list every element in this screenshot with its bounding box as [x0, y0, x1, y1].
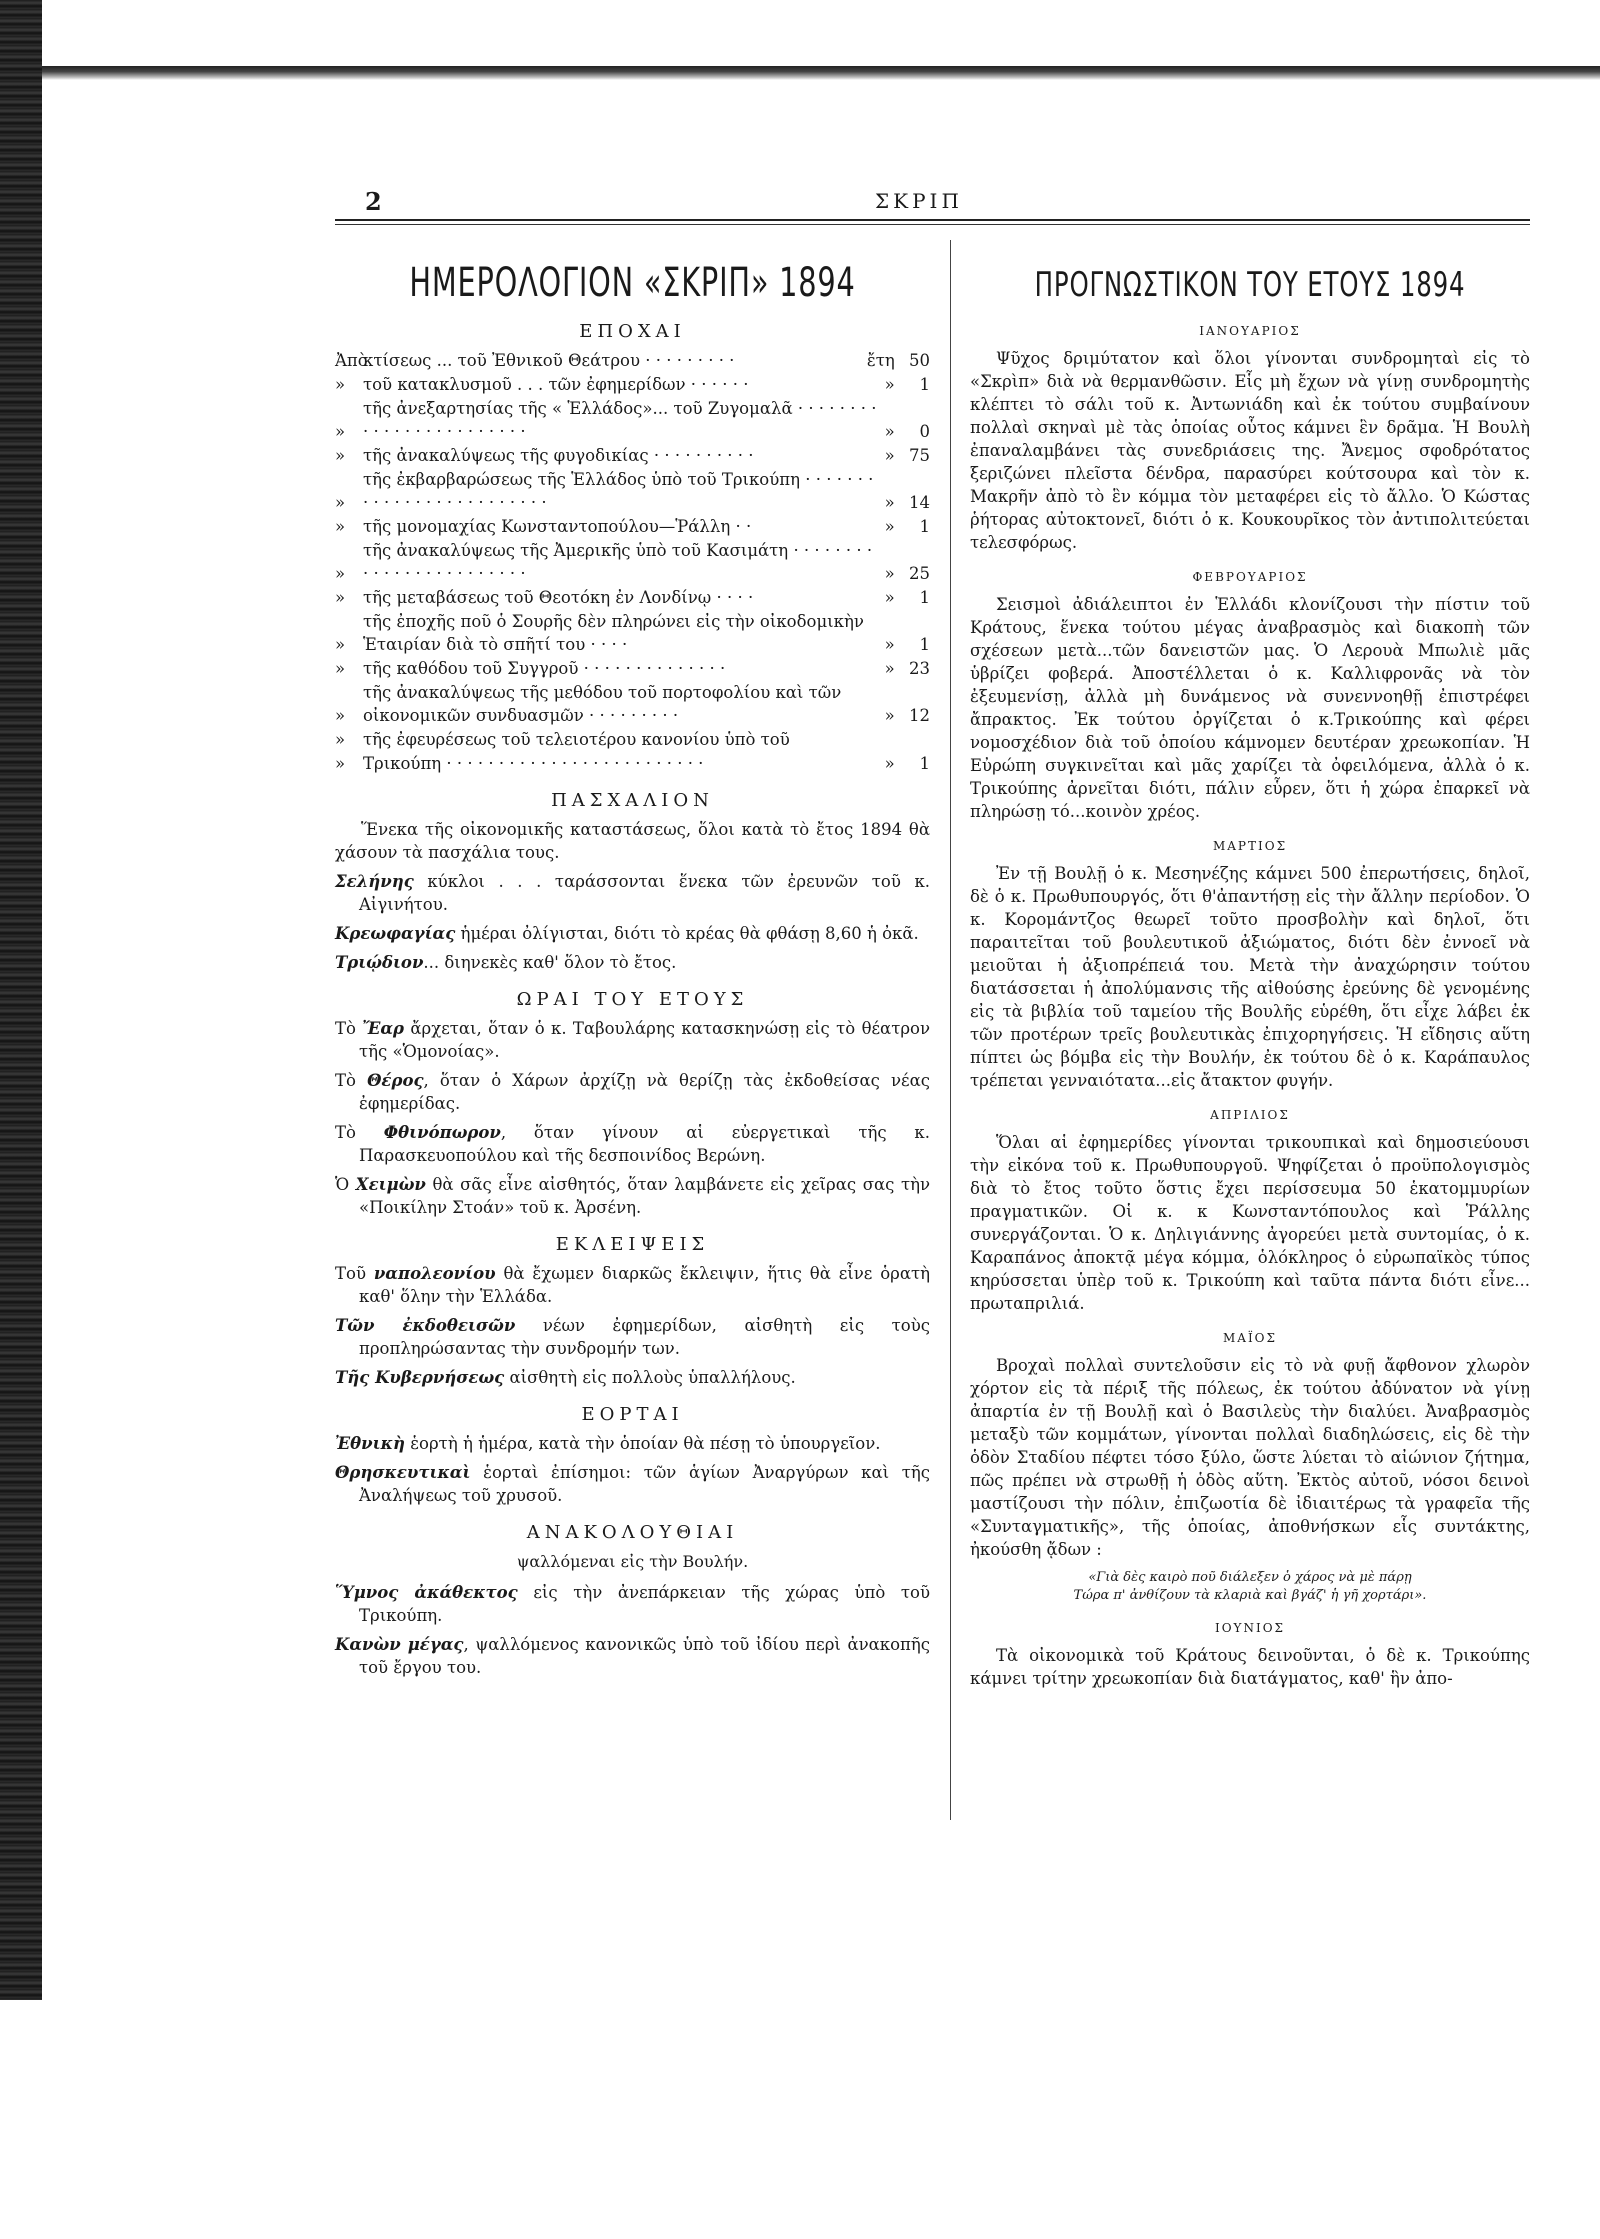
header-rule-thin	[335, 224, 1530, 225]
season-item: Τὸ Φθινόπωρον, ὅταν γίνουν αἱ εὐεργετικαὶ τῆς κ. Παρασκευοπούλου καὶ τῆς δεσποινίδος Βερώνη.	[335, 1123, 930, 1165]
paschalion-intro: Ἕνεκα τῆς οἰκονομικῆς καταστάσεως, ὅλοι κατὰ τὸ ἔτος 1894 θὰ χάσουν τὰ πασχάλια τους.	[335, 820, 930, 862]
feasts-heading: ΕΟΡΤΑΙ	[581, 1404, 684, 1425]
epoch-row: » τῆς ἐποχῆς ποῦ ὁ Σουρῆς δὲν πληρώνει εἰς τὴν οἰκοδομικὴν Ἑταιρίαν διὰ τὸ σπῆτί του · · · · » 1	[335, 612, 930, 654]
scan-edge	[0, 0, 42, 2000]
page-number: 2	[365, 187, 382, 216]
service-item: Ὕμνος ἀκάθεκτος εἰς τὴν ἀνεπάρκειαν τῆς χώρας ὑπὸ τοῦ Τρικούπη.	[335, 1583, 930, 1625]
epoch-row: » τῆς ἐφευρέσεως τοῦ τελειοτέρου κανονίου ὑπὸ τοῦ	[335, 730, 790, 749]
calendar-column	[335, 240, 930, 1685]
forecast-column	[970, 240, 1530, 1696]
epoch-row: Ἀπὸ κτίσεως ... τοῦ Ἐθνικοῦ Θεάτρου · · · · · · · · · ἔτη 50	[335, 351, 930, 370]
verse-line: Τώρα π' ἀνθίζουν τὰ κλαριὰ καὶ βγάζ' ἡ γῆ χορτάρι».	[1073, 1588, 1427, 1603]
season-item: Τὸ Θέρος, ὅταν ὁ Χάρων ἀρχίζῃ νὰ θερίζῃ τὰς ἐκδοθείσας νέας ἐφημερίδας.	[335, 1071, 930, 1113]
column-divider	[950, 240, 951, 1820]
page-header	[335, 187, 1535, 217]
month-heading-june: ΙΟΥΝΙΟΣ	[1214, 1621, 1286, 1635]
eclipse-item: Τῆς Κυβερνήσεως αἰσθητὴ εἰς πολλοὺς ὑπαλλήλους.	[335, 1368, 796, 1387]
paschalion-item: Τριῴδιον... διηνεκὲς καθ' ὅλον τὸ ἔτος.	[335, 953, 677, 972]
epoch-row: » τῆς καθόδου τοῦ Συγγροῦ · · · · · · · · · · · · · · » 23	[335, 659, 930, 678]
header-rule	[335, 219, 1530, 221]
paschalion-item: Σελήνης κύκλοι . . . ταράσσονται ἕνεκα τῶν ἐρευνῶν τοῦ κ. Αἰγινήτου.	[335, 872, 930, 914]
month-heading-may: ΜΑΪΟΣ	[1222, 1331, 1277, 1345]
eclipses-heading: ΕΚΛΕΙΨΕΙΣ	[555, 1234, 710, 1255]
season-item: Τὸ Ἔαρ ἄρχεται, ὅταν ὁ κ. Ταβουλάρης κατασκηνώσῃ εἰς τὸ θέατρον τῆς «Ὁμονοίας».	[335, 1019, 930, 1061]
season-item: Ὁ Χειμὼν θὰ σᾶς εἶνε αἰσθητός, ὅταν λαμβάνετε εἰς χεῖρας σας τὴν «Ποικίλην Στοάν» τοῦ κ. Ἀρσένη.	[335, 1175, 930, 1217]
month-text-january: Ψῦχος δριμύτατον καὶ ὅλοι γίνονται συνδρομηταὶ εἰς τὸ «Σκρὶπ» διὰ νὰ θερμανθῶσιν. Εἷς μὴ ἔχων νὰ γίνῃ συνδρομητὴς κλέπτει τὸ σάλι τοῦ κ. Ἀντωνιάδη καὶ ἐκ τούτου συμβαίνουν πολλαὶ σκηναὶ μὲ τὰς ὁποίας οὗτος κάμνει ἓν δρᾶμα. Ἡ Βουλὴ ἐπαναλαμβάνει τὰς συνεδριάσεις της. Ἄνεμος σφοδρότατος ξεριζώνει πλεῖστα δένδρα, παρασύρει κούτσουρα καὶ τὸν κ. Μακρῆν ἀπὸ τὸ ἓν κόμμα τὸν μεταφέρει εἰς τὸ ἄλλο. Ὁ Κώστας ῥήτορας αὐτοκτονεῖ, διότι ὁ κ. Κουκουρῖκος τὸν ἀντιπολιτεύεται τελεσφόρως.	[970, 349, 1530, 552]
epoch-row: » τῆς μονομαχίας Κωνσταντοπούλου—Ῥάλλη · · » 1	[335, 517, 930, 536]
seasons-heading: ΩΡΑΙ ΤΟΥ ΕΤΟΥΣ	[516, 989, 749, 1010]
month-heading-april: ΑΠΡΙΛΙΟΣ	[1210, 1108, 1290, 1122]
month-text-february: Σεισμοὶ ἀδιάλειπτοι ἐν Ἑλλάδι κλονίζουσι τὴν πίστιν τοῦ Κράτους, ἕνεκα τούτου μέγας ἀναβρασμὸς καὶ διακοπὴ τῶν σχέσεων μετὰ...τῶν δανειστῶν μας. Ὁ Λερουὰ Μπωλιὲ μᾶς ὑβρίζει φοβερά. Ἀποστέλλεται ὁ κ. Καλλιφρονᾶς νὰ τὸν ἐξευμενίσῃ, ἀλλὰ μὴ δυνάμενος νὰ συνεννοηθῇ ἐπιστρέφει ἄπρακτος. Ἐκ τούτου ὀργίζεται ὁ κ.Τρικούπης καὶ φέρει νομοσχέδιον διὰ τοῦ ὁποίου κάμνομεν δευτέραν χρεωκοπίαν. Ἡ Εὐρώπη συγκινεῖται καὶ μᾶς χαρίζει τὰ ὀφειλόμενα, ἀλλὰ ὁ κ. Τρικούπης ἀρνεῖται διότι, πάλιν εὗρεν, ὅτι ἡ χώρα ἐπαρκεῖ νὰ πληρώσῃ τό...κοινὸν χρέος.	[970, 595, 1530, 821]
month-text-april: Ὅλαι αἱ ἐφημερίδες γίνονται τρικουπικαὶ καὶ δημοσιεύουσι τὴν εἰκόνα τοῦ κ. Πρωθυπουργοῦ. Ψηφίζεται ὁ προϋπολογισμὸς διὰ τὸ ἔτος τοῦτο ὅστις ἔχει περίσσευμα 50 ἑκατομμυρίων πραγματικῶν. Οἱ κ. κ Κωνσταντόπουλος καὶ Ῥάλλης συνεργάζονται. Ὁ κ. Δηλιγιάννης ἀγορεύει μετὰ συντομίας, ὁ κ. Καραπάνος ἀποκτᾷ μέγα κόμμα, ὁλόκληρος ὁ εὐρωπαϊκὸς τύπος κηρύσσεται ὑπὲρ τοῦ κ. Τρικούπη καὶ ταῦτα πάντα διότι εἶνε... πρωταπριλιά.	[970, 1133, 1530, 1313]
services-subtitle: ψαλλόμεναι εἰς τὴν Βουλήν.	[516, 1552, 749, 1571]
scan-top-strip	[42, 66, 1600, 80]
epoch-row: » τῆς μεταβάσεως τοῦ Θεοτόκη ἐν Λονδίνῳ · · · · » 1	[335, 588, 930, 607]
epochs-heading: ΕΠΟΧΑΙ	[579, 321, 686, 342]
epoch-row: » τοῦ κατακλυσμοῦ . . . τῶν ἐφημερίδων · · · · · · » 1	[335, 375, 930, 394]
calendar-title: ΗΜΕΡΟΛΟΓΙΟΝ «ΣΚΡΙΠ» 1894	[409, 260, 856, 306]
epoch-row: » τῆς ἀνακαλύψεως τῆς Ἀμερικῆς ὑπὸ τοῦ Κασιμάτη · · · · · · · · · · · · · · · · · · · · · · · · » 25	[335, 541, 930, 583]
epoch-row: » τῆς ἀνακαλύψεως τῆς μεθόδου τοῦ πορτοφολίου καὶ τῶν οἰκονομικῶν συνδυασμῶν · · · · · · · · · » 12	[335, 683, 930, 725]
month-text-june: Τὰ οἰκονομικὰ τοῦ Κράτους δεινοῦνται, ὁ δὲ κ. Τρικούπης κάμνει τρίτην χρεωκοπίαν διὰ διατάγματος, καθ' ἣν ἀπο-	[970, 1646, 1530, 1688]
paschalion-heading: ΠΑΣΧΑΛΙΟΝ	[551, 790, 714, 811]
eclipse-item: Τοῦ ναπολεονίου θὰ ἔχωμεν διαρκῶς ἔκλειψιν, ἥτις θὰ εἶνε ὁρατὴ καθ' ὅλην τὴν Ἑλλάδα.	[335, 1264, 930, 1306]
epoch-row: » Τρικούπη · · · · · · · · · · · · · · · · · · · · · · · · · » 1	[335, 754, 930, 773]
verse-line: «Γιὰ δὲς καιρὸ ποῦ διάλεξεν ὁ χάρος νὰ μὲ πάρῃ	[1088, 1570, 1412, 1585]
month-heading-january: ΙΑΝΟΥΑΡΙΟΣ	[1199, 324, 1301, 338]
month-heading-february: ΦΕΒΡΟΥΑΡΙΟΣ	[1192, 570, 1308, 584]
services-heading: ΑΝΑΚΟΛΟΥΘΙΑΙ	[526, 1522, 739, 1543]
epoch-row: » τῆς ἀνακαλύψεως τῆς φυγοδικίας · · · · · · · · · · » 75	[335, 446, 930, 465]
feast-item: Θρησκευτικαὶ ἑορταὶ ἐπίσημοι: τῶν ἁγίων Ἀναργύρων καὶ τῆς Ἀναλήψεως τοῦ χρυσοῦ.	[335, 1463, 930, 1505]
epochs-list	[335, 349, 930, 775]
paschalion-item: Κρεωφαγίας ἡμέραι ὀλίγισται, διότι τὸ κρέας θὰ φθάσῃ 8,60 ἡ ὀκᾶ.	[335, 924, 919, 943]
feast-item: Ἐθνικὴ ἑορτὴ ἡ ἡμέρα, κατὰ τὴν ὁποίαν θὰ πέσῃ τὸ ὑπουργεῖον.	[335, 1434, 881, 1453]
month-heading-march: ΜΑΡΤΙΟΣ	[1212, 839, 1288, 853]
forecast-title: ΠΡΟΓΝΩΣΤΙΚΟΝ ΤΟΥ ΕΤΟΥΣ 1894	[1034, 265, 1466, 305]
epoch-row: » τῆς ἐκβαρβαρώσεως τῆς Ἑλλάδος ὑπὸ τοῦ Τρικούπη · · · · · · · · · · · · · · · · · · · · · · · · · » 14	[335, 470, 930, 512]
month-text-march: Ἐν τῇ Βουλῇ ὁ κ. Μεσηνέζης κάμνει 500 ἐπερωτήσεις, δηλοῖ, δὲ ὁ κ. Πρωθυπουργός, ὅτι θ'ἀπαντήσῃ εἰς τὴν ἄλλην περίοδον. Ὁ κ. Κορομάντζος θεωρεῖ τοῦτο προσβολὴν καὶ δηλοῖ, ὅτι παραιτεῖται τοῦ βουλευτικοῦ ἀξιώματος, διότι δὲν ἐννοεῖ νὰ μειοῦται ἡ ἀξιοπρέπειά του. Μετὰ τὴν ἀναχώρησιν τούτου διατάσσεται ἡ ἀπολύμανσις τῆς αἰθούσης ἐρεύνης δὲ γενομένης εἰς τὰ βιβλία τοῦ ταμείου τῆς Βουλῆς εὑρέθη, ὅτι εἶχε λάβει ἐκ τῶν προτέρων τρεῖς βουλευτικὰς ἐπιχορηγήσεις. Ἡ εἴδησις αὕτη πίπτει ὡς βόμβα εἰς τὴν Βουλήν, ἐκ τούτου δὲ ὁ κ. Καράπαυλος τρέπεται γενναιότατα...εἰς ἄτακτον φυγήν.	[970, 864, 1530, 1090]
service-item: Κανὼν μέγας, ψαλλόμενος κανονικῶς ὑπὸ τοῦ ἰδίου περὶ ἀνακοπῆς τοῦ ἔργου του.	[335, 1635, 930, 1677]
paper-name: ΣΚΡΙΠ	[875, 189, 963, 213]
month-text-may: Βροχαὶ πολλαὶ συντελοῦσιν εἰς τὸ νὰ φυῇ ἄφθονον χλωρὸν χόρτον εἰς τὰ πέριξ τῆς πόλεως, ἐκ τούτου ἀδύνατον νὰ γίνῃ ἀπαρτία ἐν τῇ Βουλῇ καὶ ὁ Βασιλεὺς τὴν διαλύει. Ἀναβρασμὸς μεταξὺ τῶν κομμάτων, γίνονται πολλαὶ διαδηλώσεις, εἰς δὲ τὴν ὁδὸν Σταδίου πέφτει τόσο ξύλο, ὥστε λύεται τὸ αἰώνιον ζήτημα, πῶς πρέπει νὰ στρωθῇ ἡ ὁδὸς αὕτη. Ἐκτὸς αὐτοῦ, νόσοι δεινοὶ μαστίζουσι τὴν πόλιν, ἐπιζωοτία δὲ ἰδιαιτέρως τὰ γραφεῖα τῆς «Συνταγματικῆς», τῆς ὁποίας, ἀποθνήσκων εἷς συντάκτης, ἠκούσθη ᾄδων :	[970, 1356, 1530, 1559]
epoch-row: » τῆς ἀνεξαρτησίας τῆς « Ἑλλάδος»... τοῦ Ζυγομαλᾶ · · · · · · · · · · · · · · · · · · · · · · · · » 0	[335, 399, 930, 441]
may-verse	[970, 1569, 1530, 1605]
eclipse-item: Τῶν ἐκδοθεισῶν νέων ἐφημερίδων, αἰσθητὴ εἰς τοὺς προπληρώσαντας τὴν συνδρομήν των.	[335, 1316, 930, 1358]
